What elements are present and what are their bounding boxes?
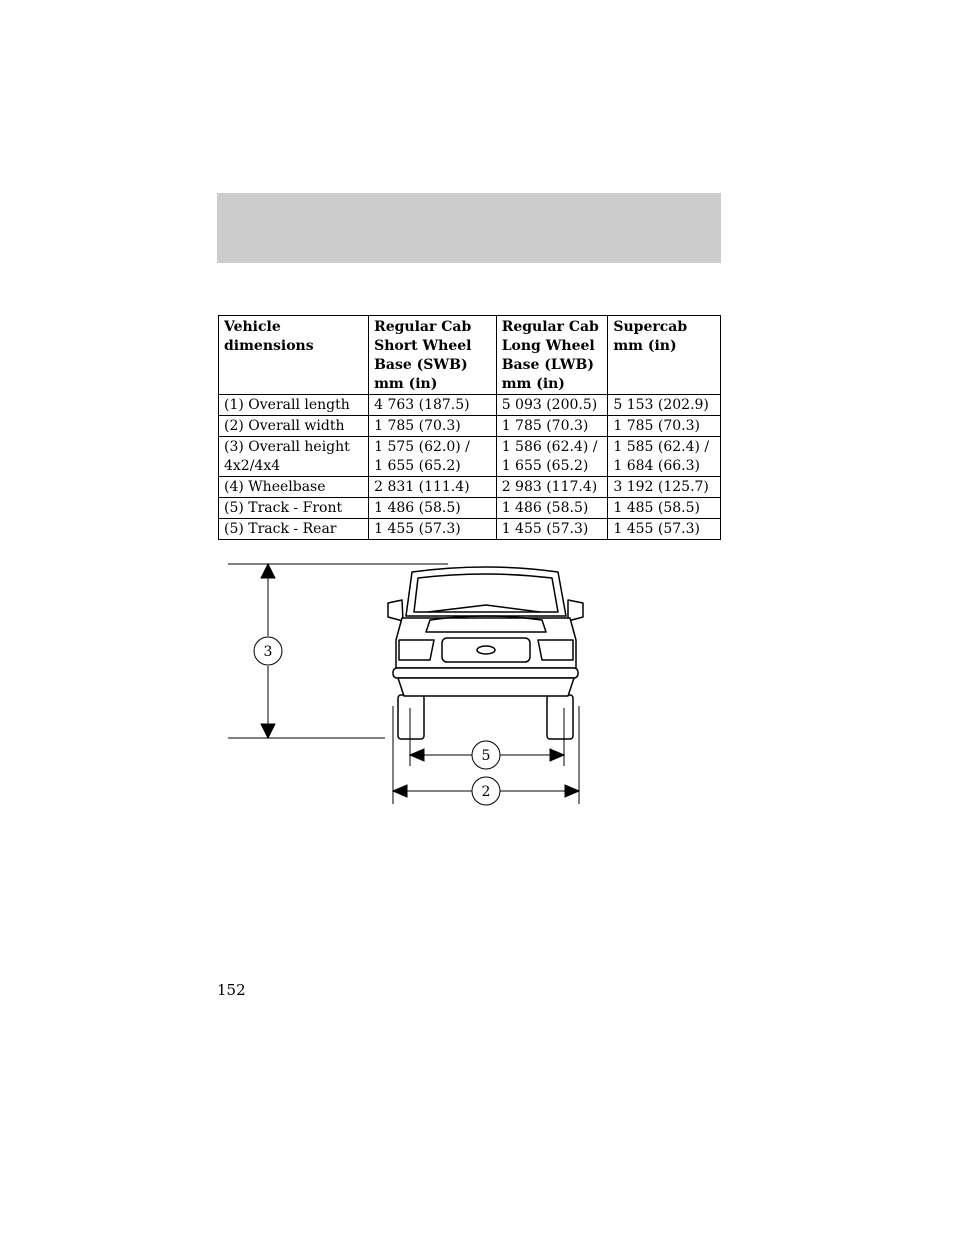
lower-valance bbox=[398, 678, 574, 696]
header-vehicle-dimensions: Vehicle dimensions bbox=[219, 316, 369, 395]
arrowhead-right bbox=[565, 785, 579, 797]
left-headlight bbox=[399, 640, 434, 660]
table-cell: 1 785 (70.3) bbox=[496, 416, 608, 437]
row-label: (2) Overall width bbox=[219, 416, 369, 437]
table-cell: 1 785 (70.3) bbox=[369, 416, 497, 437]
table-cell: 5 093 (200.5) bbox=[496, 395, 608, 416]
callout-label-2: 2 bbox=[481, 784, 491, 800]
arrowhead-left bbox=[410, 749, 424, 761]
callout-label-3: 3 bbox=[263, 644, 273, 660]
table-cell: 1 455 (57.3) bbox=[496, 519, 608, 540]
table-cell: 1 585 (62.4) / 1 684 (66.3) bbox=[608, 437, 721, 477]
row-label: (1) Overall length bbox=[219, 395, 369, 416]
arrowhead-right bbox=[550, 749, 564, 761]
header-regular-cab-swb: Regular Cab Short Wheel Base (SWB) mm (in) bbox=[369, 316, 497, 395]
table-cell: 5 153 (202.9) bbox=[608, 395, 721, 416]
front-bumper bbox=[393, 668, 578, 678]
table-cell: 1 575 (62.0) / 1 655 (65.2) bbox=[369, 437, 497, 477]
table-cell: 2 831 (111.4) bbox=[369, 477, 497, 498]
table-cell: 1 486 (58.5) bbox=[496, 498, 608, 519]
table-cell: 1 455 (57.3) bbox=[369, 519, 497, 540]
row-label: (4) Wheelbase bbox=[219, 477, 369, 498]
left-tire bbox=[398, 695, 424, 739]
truck-front-view bbox=[388, 567, 583, 739]
right-tire bbox=[547, 695, 573, 739]
arrowhead-up bbox=[261, 564, 275, 578]
table-cell: 1 586 (62.4) / 1 655 (65.2) bbox=[496, 437, 608, 477]
right-headlight bbox=[538, 640, 573, 660]
row-label: (5) Track - Front bbox=[219, 498, 369, 519]
table-cell: 3 192 (125.7) bbox=[608, 477, 721, 498]
callout-label-5: 5 bbox=[481, 748, 491, 764]
header-regular-cab-lwb: Regular Cab Long Wheel Base (LWB) mm (in) bbox=[496, 316, 608, 395]
table-cell: 1 455 (57.3) bbox=[608, 519, 721, 540]
table-cell: 1 785 (70.3) bbox=[608, 416, 721, 437]
left-mirror bbox=[388, 600, 403, 621]
table-cell: 1 486 (58.5) bbox=[369, 498, 497, 519]
header-supercab: Supercab mm (in) bbox=[608, 316, 721, 395]
row-label: (5) Track - Rear bbox=[219, 519, 369, 540]
page-number: 152 bbox=[217, 981, 246, 999]
table-cell: 2 983 (117.4) bbox=[496, 477, 608, 498]
emblem bbox=[477, 646, 495, 654]
table-cell: 1 485 (58.5) bbox=[608, 498, 721, 519]
windshield bbox=[414, 574, 558, 612]
table-cell: 4 763 (187.5) bbox=[369, 395, 497, 416]
arrowhead-left bbox=[393, 785, 407, 797]
row-label: (3) Overall height 4x2/4x4 bbox=[219, 437, 369, 477]
arrowhead-down bbox=[261, 724, 275, 738]
